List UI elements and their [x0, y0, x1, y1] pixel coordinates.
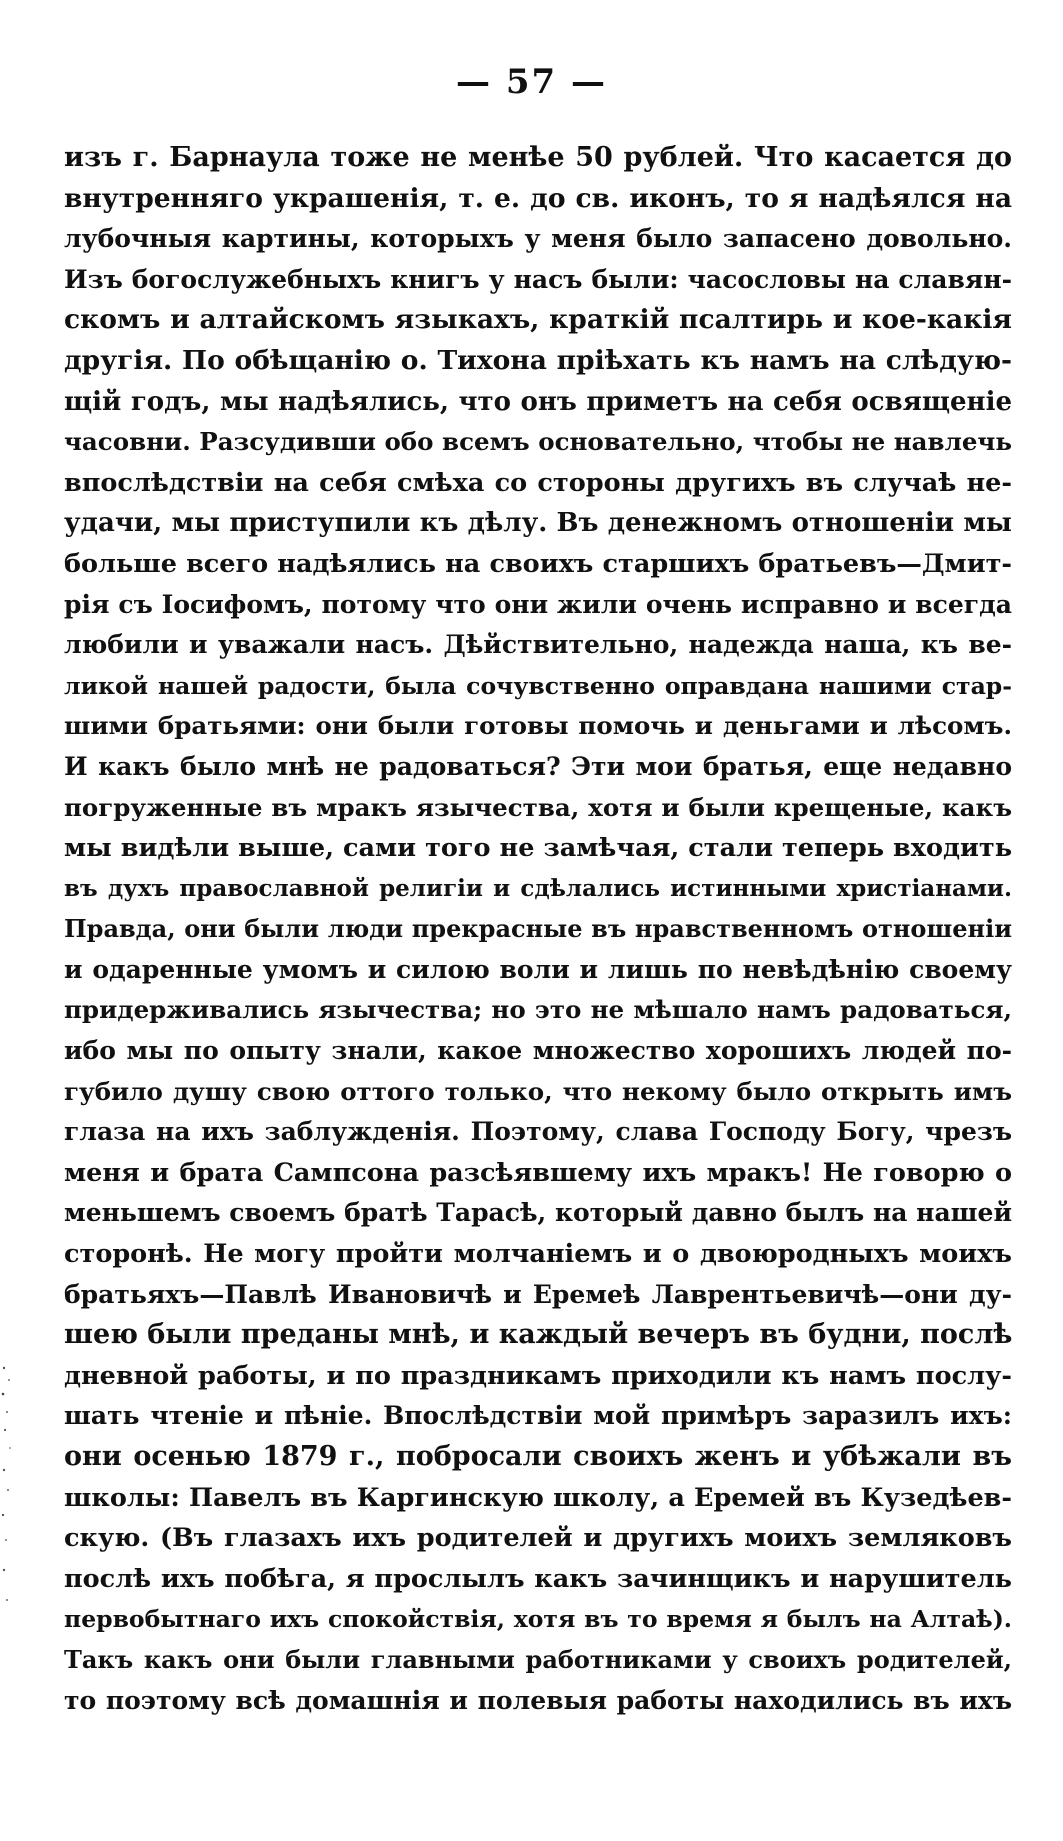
text-line: братьяхъ—Павлѣ Ивановичѣ и Еремеѣ Лаврентьевичѣ—они ду- [64, 1279, 1012, 1309]
text-line: то поэтому всѣ домашнія и полевыя работы находились въ ихъ [64, 1685, 1012, 1715]
text-line: меньшемъ своемъ братѣ Тарасѣ, который давно былъ на нашей [64, 1198, 1012, 1228]
scan-noise-specks [0, 1360, 14, 1620]
text-line: скую. (Въ глазахъ ихъ родителей и другихъ моихъ земляковъ [64, 1523, 1012, 1554]
text-line: дневной работы, и по праздникамъ приходили къ намъ послу- [64, 1360, 1012, 1391]
text-line: изъ г. Барнаула тоже не менѣе 50 рублей. Что касается до [64, 142, 1012, 173]
text-line: удачи, мы приступили къ дѣлу. Въ денежномъ отношеніи мы [64, 508, 1012, 539]
text-line: шими братьями: они были готовы помочь и деньгами и лѣсомъ. [64, 711, 1012, 741]
text-line: ибо мы по опыту знали, какое множество хорошихъ людей по- [64, 1036, 1012, 1066]
text-line: И какъ было мнѣ не радоваться? Эти мои братья, еще недавно [64, 751, 1012, 781]
text-line: глаза на ихъ заблужденія. Поэтому, слава Господу Богу, чрезъ [64, 1117, 1012, 1147]
text-line: больше всего надѣялись на своихъ старшихъ братьевъ—Дмит- [64, 548, 1012, 579]
text-line: внутренняго украшенія, т. е. до св. иконъ, то я надѣялся на [64, 182, 1012, 214]
text-line: скомъ и алтайскомъ языкахъ, краткій псалтирь и кое-какія [64, 304, 1012, 336]
text-line: часовни. Разсудивши обо всемъ основательно, чтобы не навлечь [64, 427, 1012, 457]
text-line: погруженные въ мракъ язычества, хотя и были крещеные, какъ [64, 792, 1012, 822]
text-line: послѣ ихъ побѣга, я прослылъ какъ зачинщикъ и нарушитель [64, 1563, 1012, 1594]
text-line: и одаренные умомъ и силою воли и лишь по невѣдѣнію своему [64, 954, 1012, 984]
text-line: первобытнаго ихъ спокойствія, хотя въ то время я былъ на Алтаѣ). [64, 1605, 1012, 1634]
text-line: шать чтеніе и пѣніе. Впослѣдствіи мой примѣръ заразилъ ихъ: [64, 1401, 1012, 1431]
body-text [64, 138, 1012, 1721]
text-line: сторонѣ. Не могу пройти молчаніемъ и о двоюродныхъ моихъ [64, 1239, 1012, 1270]
text-line: Изъ богослужебныхъ книгъ у насъ были: часословы на славян- [64, 264, 1012, 294]
text-line: школы: Павелъ въ Каргинскую школу, а Еремей въ Кузедѣев- [64, 1482, 1012, 1513]
text-line: меня и брата Сампсона разсѣявшему ихъ мракъ! Не говорю о [64, 1157, 1012, 1188]
text-line: ликой нашей радости, была сочувственно оправдана нашими стар- [64, 671, 1012, 700]
page-number: — 57 — [456, 62, 607, 102]
text-line: впослѣдствіи на себя смѣха со стороны другихъ въ случаѣ не- [64, 467, 1012, 498]
text-line: шею были преданы мнѣ, и каждый вечеръ въ будни, послѣ [64, 1319, 1012, 1351]
text-line: другія. По обѣщанію о. Тихона пріѣхать къ намъ на слѣдую- [64, 344, 1012, 376]
text-line: губило душу свою оттого только, что некому было открыть имъ [64, 1076, 1012, 1106]
text-line: Такъ какъ они были главными работниками у своихъ родителей, [64, 1644, 1012, 1674]
text-line: щій годъ, мы надѣялись, что онъ приметъ на себя освященіе [64, 386, 1012, 417]
text-line: любили и уважали насъ. Дѣйствительно, надежда наша, къ ве- [64, 630, 1012, 660]
text-line: лубочныя картины, которыхъ у меня было запасено довольно. [64, 224, 1012, 254]
text-line: придерживались язычества; но это не мѣшало намъ радоваться, [64, 995, 1012, 1025]
text-line: мы видѣли выше, сами того не замѣчая, стали теперь входить [64, 833, 1012, 864]
text-line: Правда, они были люди прекрасные въ нравственномъ отношеніи [64, 914, 1012, 944]
text-line: рія съ Іосифомъ, потому что они жили очень исправно и всегда [64, 589, 1012, 619]
text-line: въ духъ православной религіи и сдѣлались истинными христіанами. [64, 874, 1012, 902]
text-line: они осенью 1879 г., побросали своихъ женъ и убѣжали въ [64, 1441, 1012, 1472]
